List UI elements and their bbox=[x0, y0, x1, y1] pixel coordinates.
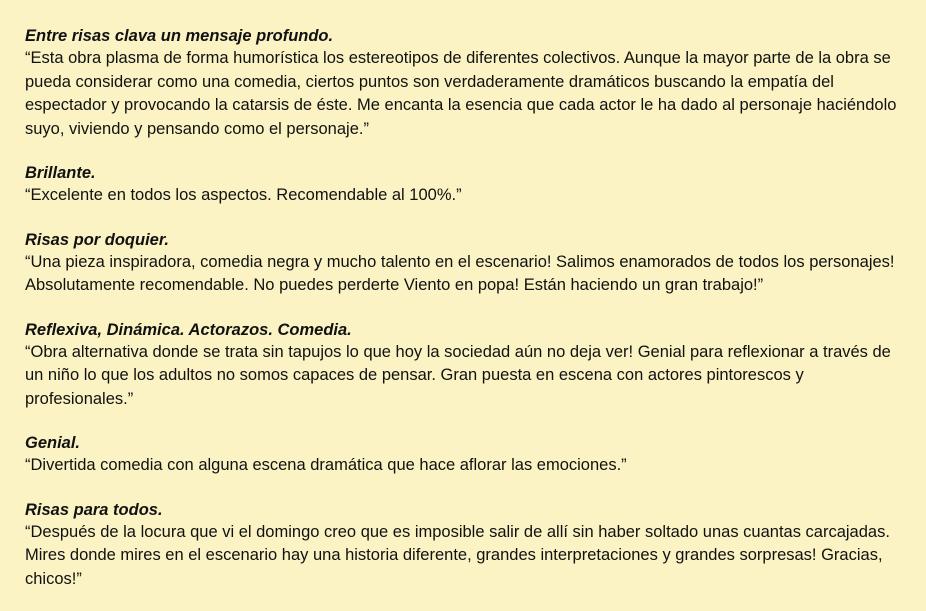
review-item bbox=[25, 230, 912, 298]
review-item bbox=[25, 433, 912, 478]
review-title: Brillante. bbox=[25, 164, 96, 182]
review-title: Reflexiva, Dinámica. Actorazos. Comedia. bbox=[25, 320, 352, 339]
review-text: “Obra alternativa donde se trata sin tapujos lo que hoy la sociedad aún no deja ver! Genial para reflexionar a través de un niño lo que los adultos no somos capaces de pensar. Gran puesta en escena con actores pintorescos y profesionales.” bbox=[25, 342, 891, 408]
review-item bbox=[25, 500, 912, 592]
review-text: “Esta obra plasma de forma humorística los estereotipos de diferentes colectivos. Aunque la mayor parte de la obra se pueda considerar como una comedia, ciertos puntos son verdaderamente dramáticos buscando la empatía del espectador y provocando la catarsis de éste. Me encanta la esencia que cada actor le ha dado al personaje haciéndolo suyo, viviendo y pensando como el personaje.” bbox=[25, 49, 897, 138]
review-text: “Una pieza inspiradora, comedia negra y mucho talento en el escenario! Salimos enamorados de todos los personajes! Absolutamente recomendable. No puedes perderte Viento en popa! Están haciendo un gran trabajo!” bbox=[25, 252, 895, 294]
review-text: “Divertida comedia con alguna escena dramática que hace aflorar las emociones.” bbox=[25, 456, 627, 474]
review-text: “Después de la locura que vi el domingo creo que es imposible salir de allí sin haber soltado unas cuantas carcajadas. Mires donde mires en el escenario hay una historia diferente, grandes interpretaciones y grandes sorpresas! Gracias, chicos!” bbox=[25, 522, 890, 588]
review-title: Risas para todos. bbox=[25, 500, 163, 519]
review-item bbox=[25, 320, 912, 412]
review-item bbox=[25, 26, 912, 141]
review-title: Genial. bbox=[25, 434, 81, 452]
review-title: Entre risas clava un mensaje profundo. bbox=[25, 27, 334, 45]
review-title: Risas por doquier. bbox=[25, 230, 169, 249]
review-text: “Excelente en todos los aspectos. Recomendable al 100%.” bbox=[25, 186, 462, 204]
review-item bbox=[25, 163, 912, 208]
